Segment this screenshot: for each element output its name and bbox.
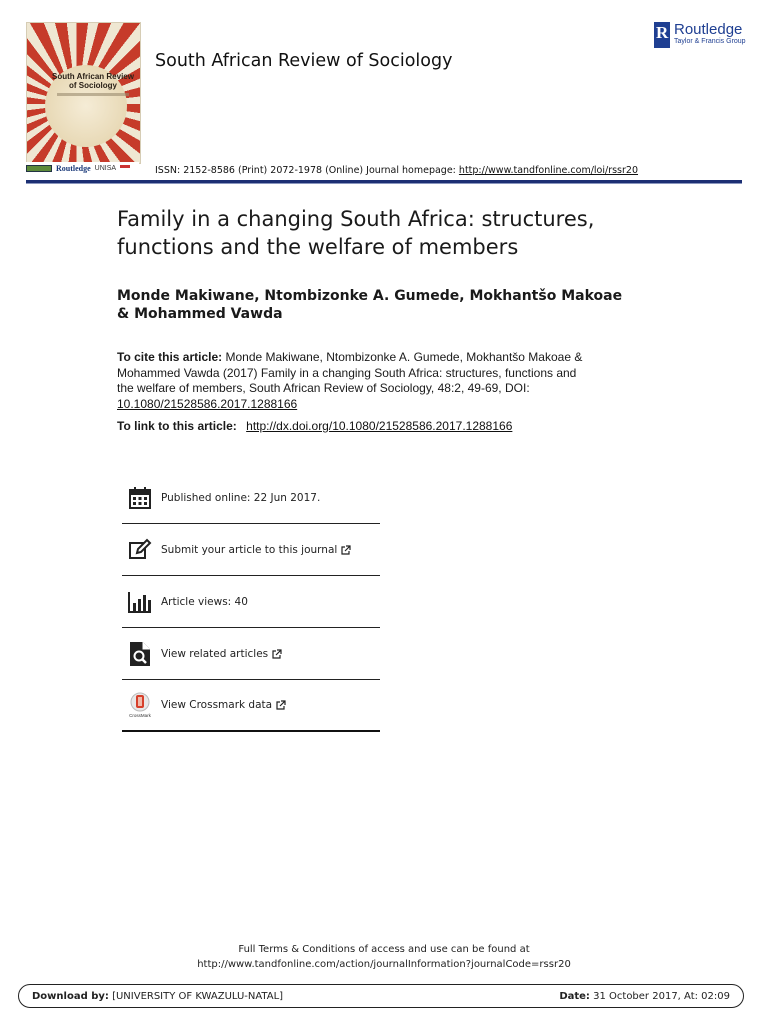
- article-link-line: [117, 419, 512, 433]
- download-date: [559, 991, 730, 1002]
- related-articles-row[interactable]: [122, 628, 380, 680]
- cover-routledge-logo: Routledge: [56, 163, 91, 173]
- cover-journal-title: South African Review of Sociology: [52, 72, 134, 90]
- calendar-icon: [127, 485, 153, 511]
- journal-homepage-link[interactable]: http://www.tandfonline.com/loi/rssr20: [458, 165, 639, 176]
- download-info-bar: [18, 984, 744, 1008]
- cover-subtitle-bar: [57, 93, 129, 96]
- external-link-icon: [276, 700, 286, 710]
- routledge-r-icon: [654, 22, 670, 48]
- publisher-name: Routledge: [674, 21, 743, 38]
- download-date-value: 31 October 2017, At: 02:09: [593, 990, 730, 1002]
- related-articles-link[interactable]: View related articles: [161, 647, 269, 660]
- download-date-label: Date:: [559, 990, 590, 1002]
- publisher-subtitle: Taylor & Francis Group: [674, 38, 746, 45]
- journal-name: South African Review of Sociology: [155, 51, 453, 71]
- cover-unisa-logo: UNISA: [94, 164, 117, 172]
- article-views-text: Article views: 40: [161, 595, 248, 608]
- article-title: Family in a changing South Africa: structures, functions and the welfare of members: [117, 207, 595, 259]
- terms-line-1: Full Terms & Conditions of access and use can be found at: [238, 944, 530, 955]
- article-views-row: [122, 576, 380, 628]
- crossmark-row[interactable]: [122, 680, 380, 732]
- cover-logos-strip: [26, 162, 139, 174]
- terms-url[interactable]: http://www.tandfonline.com/action/journalInformation?journalCode=rssr20: [197, 959, 571, 970]
- article-authors: Monde Makiwane, Ntombizonke A. Gumede, Mokhantšo Makoae & Mohammed Vawda: [117, 288, 623, 322]
- journal-cover-image: [26, 22, 141, 164]
- issn-text: ISSN: 2152-8586 (Print) 2072-1978 (Online) Journal homepage:: [155, 165, 456, 176]
- header-divider-thin: [26, 183, 742, 184]
- submit-article-link[interactable]: Submit your article to this journal: [161, 543, 338, 556]
- citation-text: Monde Makiwane, Ntombizonke A. Gumede, Mokhantšo Makoae & Mohammed Vawda (2017) Family in a changing South Africa: structures, functions and the welfare of members, South African Review of Sociology, 48:2, 49-69, DOI:: [117, 350, 583, 395]
- crossmark-icon-text: CrossMark: [129, 713, 151, 718]
- published-row: [122, 472, 380, 524]
- cover-logo-mark: [26, 165, 52, 172]
- article-doi-link[interactable]: http://dx.doi.org/10.1080/21528586.2017.1288166: [246, 419, 513, 433]
- download-by: [32, 991, 283, 1002]
- citation-doi-link[interactable]: 10.1080/21528586.2017.1288166: [117, 396, 298, 411]
- citation-label: To cite this article:: [117, 350, 223, 364]
- submit-article-row[interactable]: [122, 524, 380, 576]
- document-search-icon: [127, 641, 153, 667]
- article-link-label: To link to this article:: [117, 419, 237, 433]
- external-link-icon: [341, 545, 351, 555]
- issn-line: [155, 165, 638, 176]
- download-by-value: [UNIVERSITY OF KWAZULU-NATAL]: [112, 990, 284, 1002]
- external-link-icon: [272, 649, 282, 659]
- bar-chart-icon: [127, 589, 153, 615]
- download-by-label: Download by:: [32, 990, 109, 1002]
- citation-block: [117, 350, 587, 412]
- publisher-logo[interactable]: [654, 22, 746, 48]
- terms-notice: [0, 942, 768, 972]
- crossmark-icon: [127, 692, 153, 718]
- edit-icon: [127, 537, 153, 563]
- published-date-text: Published online: 22 Jun 2017.: [161, 491, 321, 504]
- cover-flag-icon: [120, 165, 130, 171]
- article-info-list: [122, 472, 380, 732]
- crossmark-link[interactable]: View Crossmark data: [161, 699, 273, 711]
